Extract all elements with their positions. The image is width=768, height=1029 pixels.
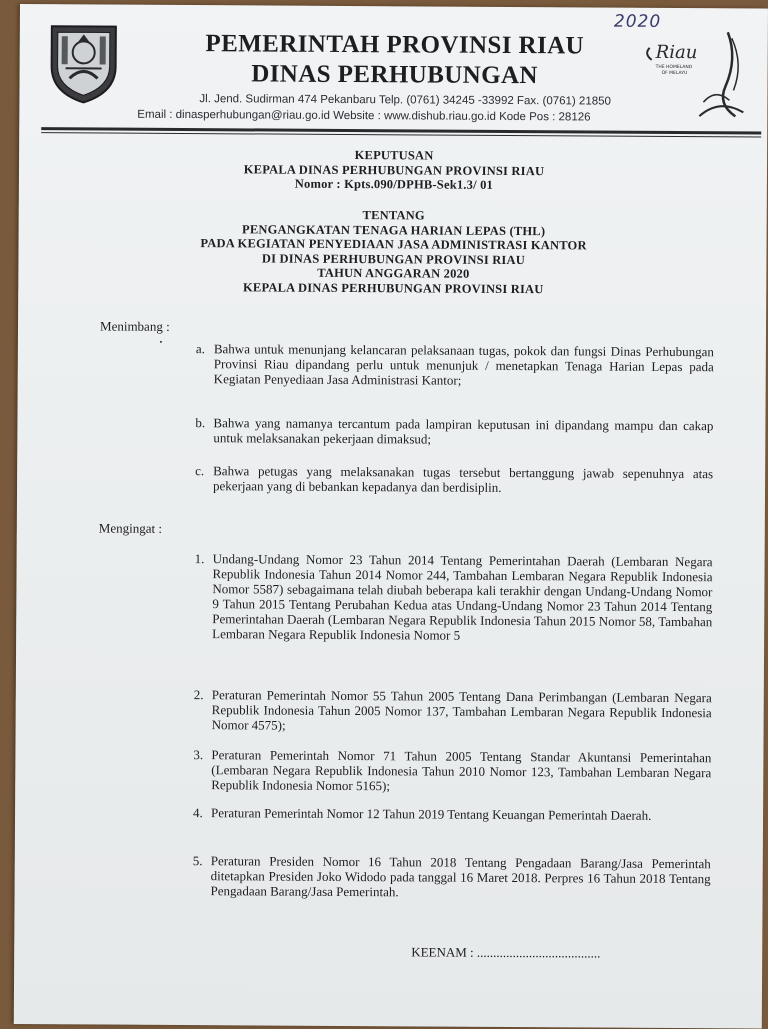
letterhead-title-line2: DINAS PERHUBUNGAN [251, 60, 538, 90]
item-text: Peraturan Pemerintah Nomor 71 Tahun 2005 Tentang Standar Akuntansi Pemerintahan (Lembaran Negara Republik Indonesia Tahun 2010 Nomor 123, Tambahan Lembaran Negara Republik Indonesia Nomor 5165); [211, 747, 712, 794]
provincial-emblem-icon [47, 20, 120, 104]
svg-text:Riau: Riau [655, 41, 698, 64]
subject-line4: DI DINAS PERHUBUNGAN PROVINSI RIAU [261, 250, 526, 267]
item-marker: 5. [192, 853, 203, 869]
subject-line5: TAHUN ANGGARAN 2020 [317, 265, 470, 281]
item-marker: 3. [193, 747, 204, 763]
item-marker: 1. [194, 551, 205, 567]
item-marker: 2. [193, 687, 204, 703]
contact-line: Email : dinasperhubungan@riau.go.id Website : www.dishub.riau.go.id Kode Pos : 28126 [137, 108, 591, 124]
item-marker: a. [195, 341, 205, 357]
address-line: Jl. Jend. Sudirman 474 Pekanbaru Telp. (0761) 34245 -33992 Fax. (0761) 21850 [199, 93, 611, 108]
subject-line2: PENGANGKATAN TENAGA HARIAN LEPAS (THL) [241, 221, 546, 238]
menimbang-label: Menimbang : [99, 318, 170, 334]
decision-issuer: KEPALA DINAS PERHUBUNGAN PROVINSI RIAU [243, 161, 545, 178]
document-page [14, 4, 768, 1029]
riau-homeland-logo-icon [639, 28, 750, 121]
item-text: Peraturan Pemerintah Nomor 12 Tahun 2019 Tentang Keuangan Pemerintah Daerah. [211, 805, 652, 823]
menimbang-item-c [195, 463, 714, 496]
menimbang-item-b [195, 415, 714, 448]
mengingat-item-5 [192, 853, 711, 901]
continuation-keenam: KEENAM : ...................................... [411, 944, 601, 961]
mengingat-item-1 [194, 551, 713, 644]
mengingat-item-2 [193, 687, 712, 735]
decision-title: KEPUTUSAN [354, 148, 434, 163]
letterhead-title [159, 29, 629, 92]
subject-line3: PADA KEGIATAN PENYEDIAAN JASA ADMINISTRASI KANTOR [200, 236, 587, 253]
item-marker: 4. [193, 805, 203, 821]
item-text: Undang-Undang Nomor 23 Tahun 2014 Tentang Pemerintahan Daerah (Lembaran Negara Republik Indonesia Tahun 2014 Nomor 244, Tambahan Lembaran Negara Republik Indonesia Nomor 5587) sebagaimana telah diubah beberapa kali terakhir dengan Undang-Undang Nomor 9 Tahun 2015 Tentang Perubahan Kedua atas Undang-Undang Nomor 23 Tahun 2014 Tentang Pemerintahan Daerah (Lembaran Negara Republik Indonesia Tahun 2015 Nomor 58, Tambahan Lembaran Negara Republik Indonesia Nomor 5 [212, 551, 713, 643]
handwritten-year-note: 2020 [613, 11, 662, 32]
mengingat-item-4 [193, 805, 711, 823]
item-text: Peraturan Presiden Nomor 16 Tahun 2018 Tentang Pengadaan Barang/Jasa Pemerintah ditetapkan Presiden Joko Widodo pada tanggal 16 Maret 2018. Perpres 16 Tahun 2018 Tentang Pengadaan Barang/Jasa Pemerintah. [210, 853, 711, 900]
item-text: Peraturan Pemerintah Nomor 55 Tahun 2005 Tentang Dana Perimbangan (Lembaran Negara Republik Indonesia Tahun 2005 Nomor 137, Tambahan Lembaran Negara Republik Indonesia Nomor 4575); [211, 687, 712, 733]
letterhead-title-line1: PEMERINTAH PROVINSI RIAU [205, 30, 585, 60]
item-text: Bahwa untuk menunjang kelancaran pelaksanaan tugas, pokok dan fungsi Dinas Perhubungan Provinsi Riau dipandang perlu untuk menunjuk / menetapkan Tenaga Harian Lepas pada Kegiatan Penyediaan Jasa Administrasi Kantor; [213, 341, 714, 388]
item-marker: c. [195, 463, 205, 479]
menimbang-item-a [195, 341, 714, 389]
decision-header [119, 147, 669, 194]
mengingat-item-3 [193, 747, 712, 795]
item-text: Bahwa yang namanya tercantum pada lampiran keputusan ini dipandang mampu dan cakap untuk melaksanakan pekerjaan dimaksud; [213, 415, 714, 447]
stray-dot [160, 341, 162, 343]
item-text: Bahwa petugas yang melaksanakan tugas tersebut bertanggung jawab sepenuhnya atas pekerjaan yang di bebankan kepadanya dan berdisiplin. [213, 463, 714, 495]
letterhead-address [129, 91, 709, 127]
subject-line6: KEPALA DINAS PERHUBUNGAN PROVINSI RIAU [242, 279, 544, 296]
subject-tentang: TENTANG [362, 208, 425, 223]
mengingat-label: Mengingat : [98, 520, 163, 536]
svg-text:THE HOMELAND: THE HOMELAND [655, 64, 693, 71]
decision-number: Nomor : Kpts.090/DPHB-Sek1.3/ 01 [294, 176, 494, 192]
subject-header [118, 207, 669, 297]
svg-text:OF MELAYU: OF MELAYU [661, 70, 688, 77]
item-marker: b. [195, 415, 206, 431]
